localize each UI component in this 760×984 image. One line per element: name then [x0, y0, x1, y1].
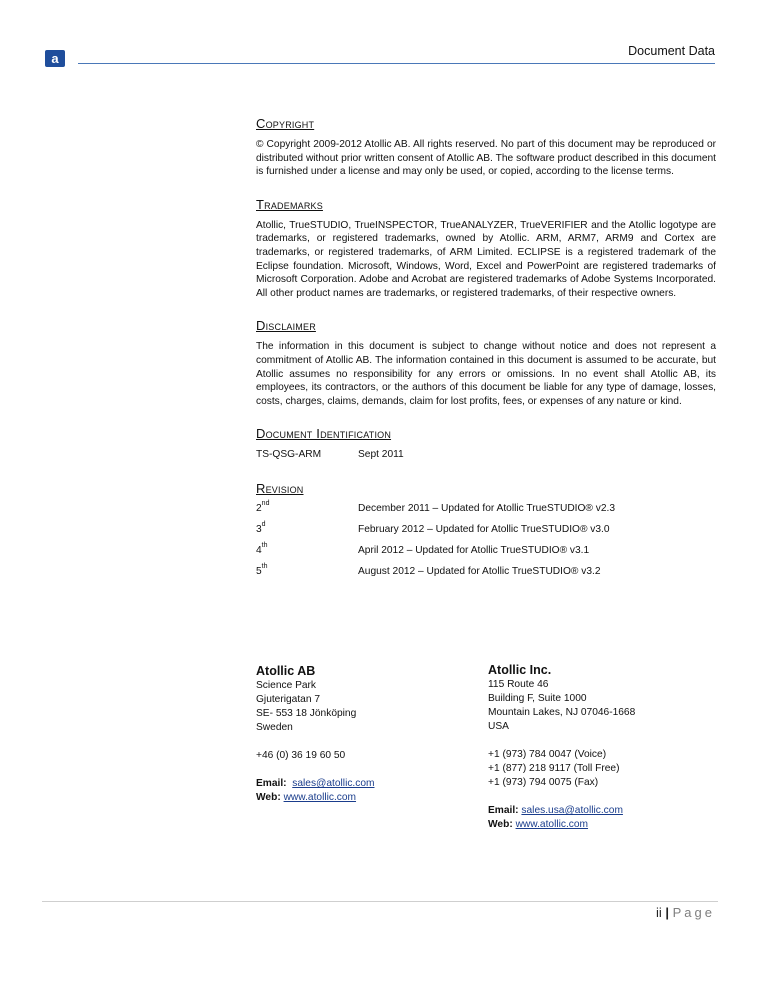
atollic-ab-address	[256, 664, 375, 805]
revision-description: December 2011 – Updated for Atollic TrueSTUDIO® v2.3	[358, 503, 616, 515]
revision-heading: Revision	[256, 481, 304, 497]
email-link[interactable]: sales.usa@atollic.com	[521, 805, 623, 816]
web-line: Web: www.atollic.com	[488, 819, 589, 830]
phone-line: +46 (0) 36 19 60 50	[256, 750, 346, 761]
atollic-inc-address	[488, 663, 635, 832]
trademarks-section	[256, 197, 716, 301]
copyright-heading: Copyright	[256, 116, 315, 131]
address-line: Sweden	[256, 722, 293, 733]
copyright-section	[256, 116, 716, 179]
revision-row	[256, 500, 716, 524]
document-body	[256, 116, 716, 605]
atollic-logo: a	[45, 50, 65, 67]
document-date: Sept 2011	[358, 449, 404, 461]
page-number-value: ii	[655, 905, 662, 920]
address-line: Building F, Suite 1000	[488, 693, 587, 704]
revision-number: 2nd	[256, 500, 270, 515]
email-line: Email: sales@atollic.com	[256, 778, 375, 789]
web-line: Web: www.atollic.com	[256, 792, 357, 803]
company-name: Atollic AB	[256, 664, 316, 678]
trademarks-heading: Trademarks	[256, 196, 323, 212]
revision-row	[256, 563, 716, 587]
header-title: Document Data	[628, 44, 715, 58]
identification-section	[256, 426, 716, 461]
revision-number: 5th	[256, 563, 268, 578]
address-line: 115 Route 46	[488, 679, 549, 690]
disclaimer-section	[256, 318, 716, 408]
address-line: Science Park	[256, 680, 317, 691]
revision-description: August 2012 – Updated for Atollic TrueSTUDIO® v3.2	[358, 566, 601, 578]
revision-row	[256, 521, 716, 545]
page-label: Page	[672, 905, 715, 920]
revision-number: 4th	[256, 542, 268, 557]
phone-line: +1 (973) 794 0075 (Fax)	[488, 777, 599, 788]
disclaimer-text: The information in this document is subject to change without notice and does not represent a commitment of Atollic AB. The information contained in this document is assumed to be accurate, but Atollic assumes no responsibility for any errors or omissions. In no event shall Atollic AB, its employees, its contractors, or the authors of this document be liable for any type of damage, losses, costs, charges, claims, demands, claim for lost profits, fees, or expenses of any nature or kind.	[256, 341, 716, 407]
revision-description: February 2012 – Updated for Atollic TrueSTUDIO® v3.0	[358, 524, 610, 536]
footer-divider	[42, 901, 718, 902]
web-link[interactable]: www.atollic.com	[283, 792, 357, 803]
company-name: Atollic Inc.	[488, 663, 552, 677]
disclaimer-heading: Disclaimer	[256, 318, 316, 334]
identification-heading: Document Identification	[256, 426, 392, 442]
address-line: USA	[488, 721, 509, 732]
identification-row	[256, 448, 716, 461]
address-line: Mountain Lakes, NJ 07046-1668	[488, 707, 636, 718]
document-id: TS-QSG-ARM	[256, 449, 322, 461]
revision-section	[256, 481, 716, 587]
page-number	[656, 905, 715, 920]
revision-description: April 2012 – Updated for Atollic TrueSTUDIO® v3.1	[358, 545, 590, 557]
revision-number: 3$^d$	[256, 521, 266, 536]
email-line: Email: sales.usa@atollic.com	[488, 805, 623, 816]
phone-line: +1 (877) 218 9117 (Toll Free)	[488, 763, 620, 774]
email-link[interactable]: sales@atollic.com	[292, 778, 375, 789]
trademarks-text: Atollic, TrueSTUDIO, TrueINSPECTOR, TrueANALYZER, TrueVERIFIER and the Atollic logotype are trademarks, or registered trademarks, owned by Atollic. ARM, ARM7, ARM9 and Cortex are trademarks, or registered trademarks, of ARM Limited. ECLIPSE is a registered trademark of the Eclipse foundation. Microsoft, Windows, Word, Excel and PowerPoint are registered trademarks of Microsoft Corporation. Adobe and Acrobat are registered trademarks of Adobe Systems Incorporated. All other product names are trademarks, or registered trademarks, of their respective owners.	[256, 219, 716, 299]
web-link[interactable]: www.atollic.com	[515, 819, 589, 830]
address-line: SE- 553 18 Jönköping	[256, 708, 357, 719]
header-divider	[78, 63, 715, 64]
copyright-text: © Copyright 2009-2012 Atollic AB. All rights reserved. No part of this document may be reproduced or distributed without prior written consent of Atollic AB. The software product described in this document is furnished under a license and may only be used, or copied, according to the license terms.	[256, 139, 716, 178]
page-separator: |	[665, 905, 669, 920]
revision-row	[256, 542, 716, 566]
address-line: Gjuterigatan 7	[256, 694, 320, 705]
phone-line: +1 (973) 784 0047 (Voice)	[488, 749, 607, 760]
